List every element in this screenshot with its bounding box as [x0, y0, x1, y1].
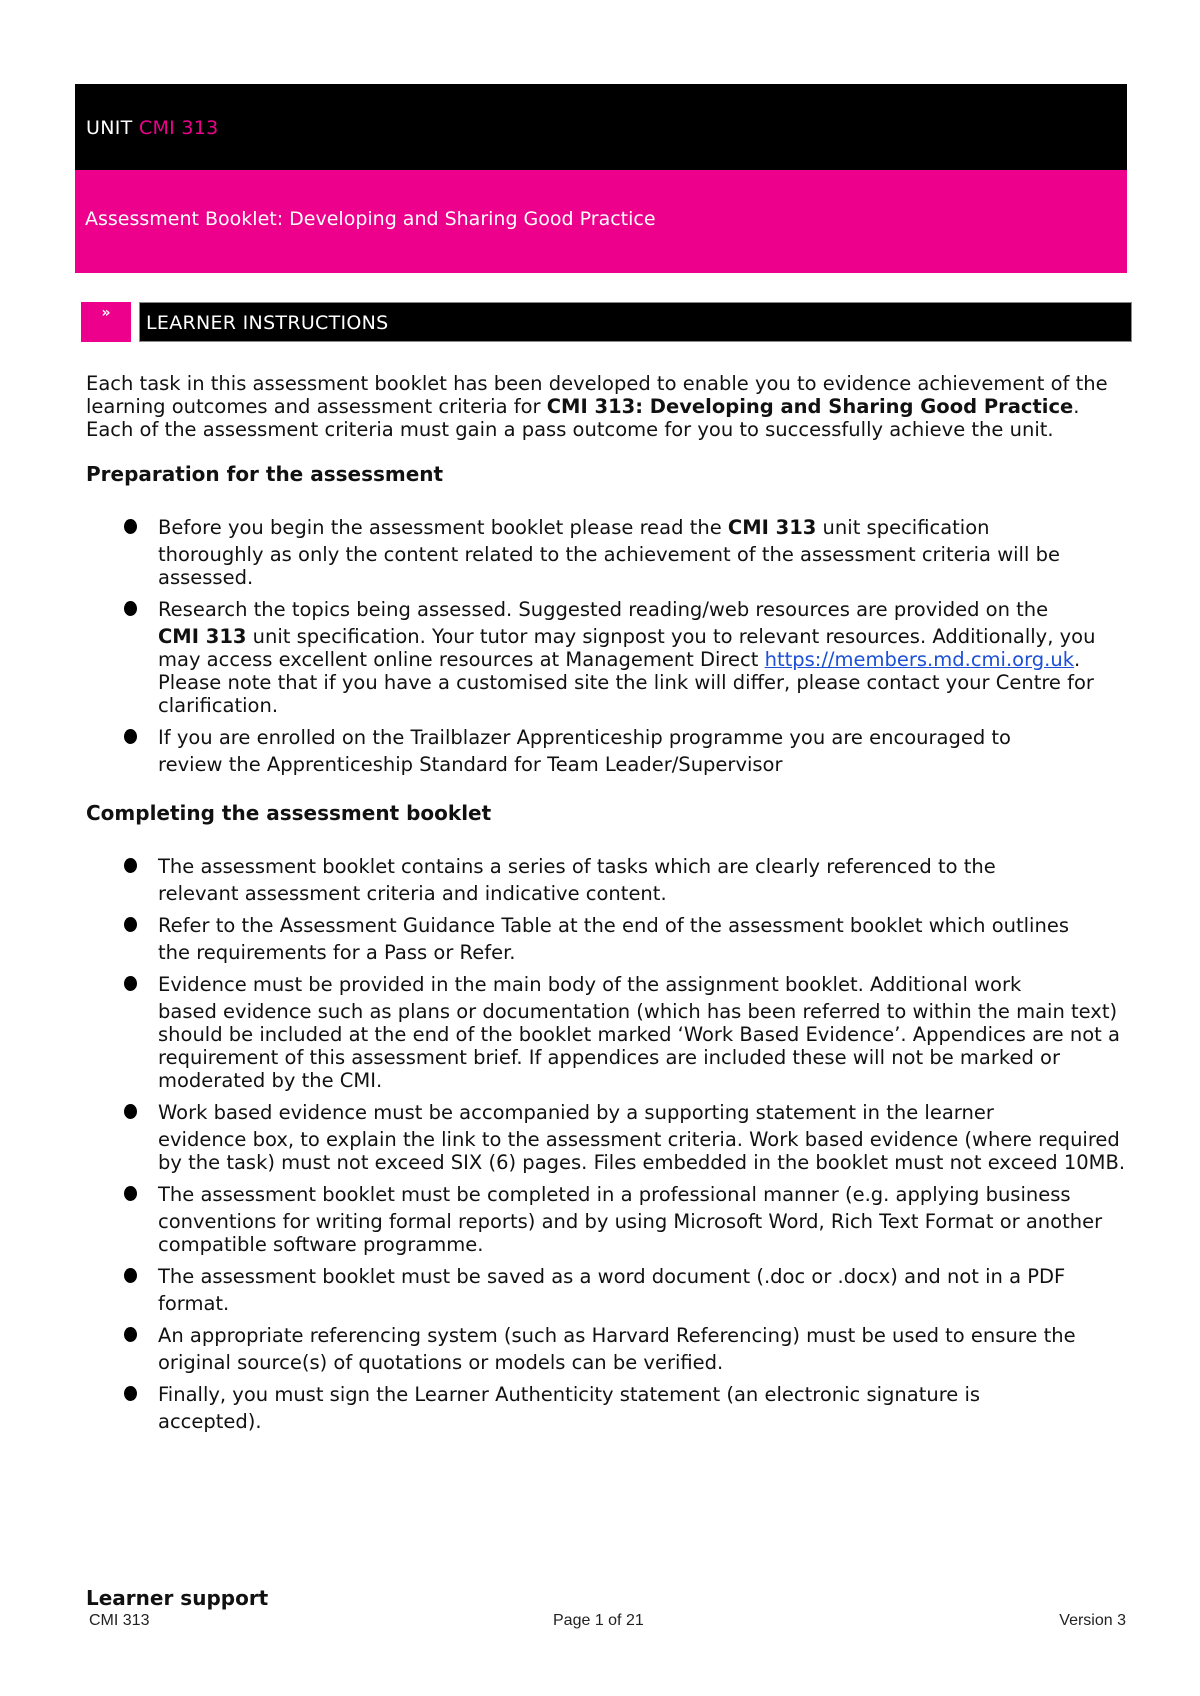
- list-item: Evidence must be provided in the main body of the assignment booklet. Additional work based evidence such as plans or documentation (which has been referred to within the main text) should be included at the end of the booklet marked ‘Work Based Evidence’. Appendices are not a requirement of this assessment brief. If appendices are included these will not be marked or moderated by the CMI.: [86, 970, 1126, 1092]
- completing-heading: Completing the assessment booklet: [86, 801, 492, 825]
- unit-code-ref: CMI 313: [158, 625, 247, 648]
- bullet-icon: [124, 1268, 137, 1283]
- section-title: LEARNER INSTRUCTIONS: [146, 312, 389, 334]
- learner-support-heading: Learner support: [86, 1586, 269, 1610]
- list-item: Work based evidence must be accompanied by a supporting statement in the learner evidence box, to explain the link to the assessment criteria. Work based evidence (where required by the task) must not exceed SIX (6) pages. Files embedded in the booklet must not exceed 10MB.: [86, 1098, 1126, 1174]
- booklet-title: Assessment Booklet: Developing and Sharing Good Practice: [85, 208, 656, 230]
- intro-unit-name: CMI 313: Developing and Sharing Good Practice: [546, 395, 1074, 418]
- bullet-icon: [124, 1386, 137, 1401]
- list-item: Research the topics being assessed. Suggested reading/web resources are provided on the CMI 313 unit specification. Your tutor may signpost you to relevant resources. Additionally, you may access excellent online resources at Management Direct https://members.md.cmi.org.uk. Please note that if you have a customised site the link will differ, please contact your Centre for clarification.: [86, 595, 1126, 717]
- completing-list: [86, 852, 1126, 1433]
- section-title-bar: [139, 302, 1132, 342]
- list-item: Finally, you must sign the Learner Authenticity statement (an electronic signature is accepted).: [86, 1380, 1126, 1433]
- list-item: Before you begin the assessment booklet please read the CMI 313 unit specification thoroughly as only the content related to the achievement of the assessment criteria will be assessed.: [86, 513, 1126, 589]
- bullet-icon: [124, 1327, 137, 1342]
- bullet-icon: [124, 519, 137, 534]
- preparation-heading: Preparation for the assessment: [86, 462, 444, 486]
- bullet-icon: [124, 1104, 137, 1119]
- page-number: Page 1 of 21: [553, 1612, 644, 1629]
- bullet-icon: [124, 976, 137, 991]
- booklet-title-bar: [75, 170, 1127, 273]
- intro-text-end: . Each of the assessment criteria must gain a pass outcome for you to successfully achieve the unit.: [86, 395, 1080, 441]
- unit-prefix: UNIT: [86, 117, 133, 139]
- version-label: Version 3: [1059, 1612, 1126, 1629]
- management-direct-link[interactable]: https://members.md.cmi.org.uk: [764, 648, 1074, 671]
- bullet-icon: [124, 601, 137, 616]
- list-item: The assessment booklet must be completed in a professional manner (e.g. applying business conventions for writing formal reports) and by using Microsoft Word, Rich Text Format or another compatible software programme.: [86, 1180, 1126, 1256]
- document-header: [75, 84, 1127, 273]
- bullet-icon: [124, 858, 137, 873]
- unit-title: [86, 117, 219, 139]
- footer-unit-code: CMI 313: [89, 1612, 150, 1629]
- list-item: If you are enrolled on the Trailblazer Apprenticeship programme you are encouraged to review the Apprenticeship Standard for Team Leader/Supervisor: [86, 723, 1126, 776]
- bullet-icon: [124, 1186, 137, 1201]
- unit-bar: [75, 84, 1127, 170]
- list-item: The assessment booklet contains a series of tasks which are clearly referenced to the relevant assessment criteria and indicative content.: [86, 852, 1126, 905]
- document-body: [86, 372, 1126, 1459]
- preparation-list: [86, 513, 1126, 776]
- unit-code: CMI 313: [138, 117, 219, 139]
- list-item: Refer to the Assessment Guidance Table at the end of the assessment booklet which outlines the requirements for a Pass or Refer.: [86, 911, 1126, 964]
- bullet-icon: [124, 729, 137, 744]
- section-header-learner-instructions: [81, 302, 1132, 343]
- intro-paragraph: [86, 372, 1126, 441]
- intro-text: Each task in this assessment booklet has been developed to enable you to evidence achievement of the learning outcomes and assessment criteria for: [86, 372, 1108, 418]
- double-chevron-icon: »: [81, 302, 131, 342]
- list-item: The assessment booklet must be saved as a word document (.doc or .docx) and not in a PDF format.: [86, 1262, 1126, 1315]
- bullet-icon: [124, 917, 137, 932]
- list-item: An appropriate referencing system (such as Harvard Referencing) must be used to ensure the original source(s) of quotations or models can be verified.: [86, 1321, 1126, 1374]
